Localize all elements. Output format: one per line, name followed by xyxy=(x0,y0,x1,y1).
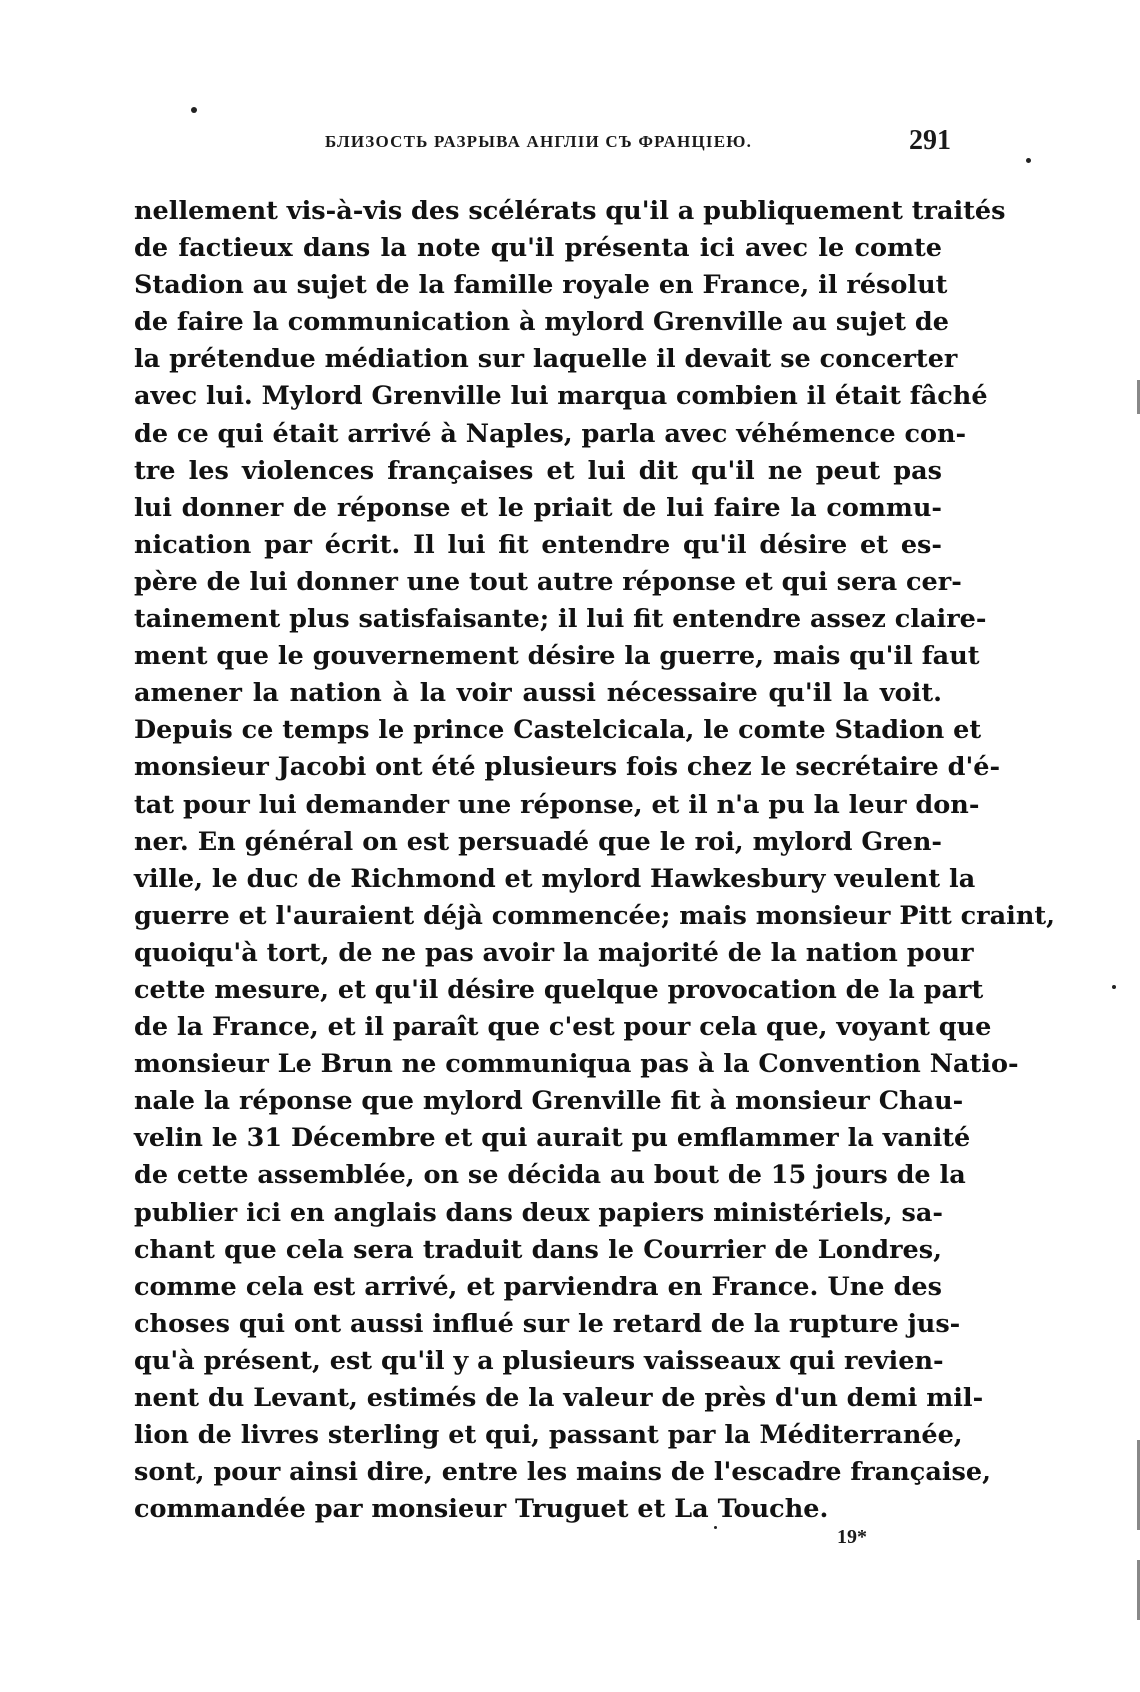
text-line: tainement plus satisfaisante; il lui fit entendre assez claire- xyxy=(134,604,987,635)
text-line: de cette assemblée, on se décida au bout de 15 jours de la xyxy=(134,1160,966,1191)
text-line: de faire la communication à mylord Grenville au sujet de xyxy=(134,307,949,338)
body-text xyxy=(134,193,1056,1528)
text-line: choses qui ont aussi influé sur le retard de la rupture jus- xyxy=(134,1308,961,1339)
printer-signature-mark: 19* xyxy=(837,1526,867,1548)
text-line: de la France, et il paraît que c'est pour cela que, voyant que xyxy=(134,1012,992,1043)
text-line: de ce qui était arrivé à Naples, parla avec véhémence con- xyxy=(134,418,967,449)
text-line: nale la réponse que mylord Grenville fit à monsieur Chau- xyxy=(134,1086,964,1117)
running-head: БЛИЗОСТЬ РАЗРЫВА АНГЛІИ СЪ ФРАНЦІЕЮ. xyxy=(325,132,753,151)
ink-speck xyxy=(191,107,197,113)
text-line: velin le 31 Décembre et qui aurait pu emflammer la vanité xyxy=(134,1123,971,1154)
text-line: lui donner de réponse et le priait de lui faire la commu- xyxy=(134,492,942,523)
text-line: ville, le duc de Richmond et mylord Hawkesbury veulent la xyxy=(134,863,976,894)
ink-speck xyxy=(1026,158,1031,163)
text-line: la prétendue médiation sur laquelle il devait se concerter xyxy=(134,344,958,375)
text-line: Depuis ce temps le prince Castelcicala, le comte Stadion et xyxy=(134,715,982,746)
page-number: 291 xyxy=(909,125,951,156)
text-line: comme cela est arrivé, et parviendra en France. Une des xyxy=(134,1271,942,1302)
text-line: père de lui donner une tout autre réponse et qui sera cer- xyxy=(134,566,962,597)
text-line: tat pour lui demander une réponse, et il n'a pu la leur don- xyxy=(134,789,980,820)
text-line: monsieur Le Brun ne communiqua pas à la Convention Natio- xyxy=(134,1049,1019,1080)
text-line: qu'à présent, est qu'il y a plusieurs vaisseaux qui revien- xyxy=(134,1345,944,1376)
text-line: nent du Levant, estimés de la valeur de près d'un demi mil- xyxy=(134,1383,984,1413)
text-line: nellement vis-à-vis des scélérats qu'il a publiquement traités xyxy=(134,196,1006,226)
text-line: monsieur Jacobi ont été plusieurs fois chez le secrétaire d'é- xyxy=(134,752,1001,783)
text-line: cette mesure, et qu'il désire quelque provocation de la part xyxy=(134,974,984,1005)
text-line: amener la nation à la voir aussi nécessaire qu'il la voit. xyxy=(134,678,942,709)
text-line: guerre et l'auraient déjà commencée; mais monsieur Pitt craint, xyxy=(134,900,1056,931)
text-line: tre les violences françaises et lui dit qu'il ne peut pas xyxy=(134,455,942,486)
text-line: quoiqu'à tort, de ne pas avoir la majorité de la nation pour xyxy=(134,937,974,968)
text-line: lion de livres sterling et qui, passant par la Méditerranée, xyxy=(134,1420,963,1451)
text-line: commandée par monsieur Truguet et La Touche. xyxy=(134,1494,829,1525)
text-line: ner. En général on est persuadé que le roi, mylord Gren- xyxy=(134,826,942,857)
text-line: ment que le gouvernement désire la guerre, mais qu'il faut xyxy=(134,641,980,672)
text-line: nication par écrit. Il lui fit entendre qu'il désire et es- xyxy=(134,529,942,560)
text-line: sont, pour ainsi dire, entre les mains de l'escadre française, xyxy=(134,1457,992,1488)
text-line: de factieux dans la note qu'il présenta ici avec le comte xyxy=(134,233,942,264)
text-line: chant que cela sera traduit dans le Courrier de Londres, xyxy=(134,1234,942,1265)
text-line: Stadion au sujet de la famille royale en France, il résolut xyxy=(134,270,948,301)
ink-speck xyxy=(1112,985,1116,989)
text-line: avec lui. Mylord Grenville lui marqua combien il était fâché xyxy=(134,381,988,412)
text-line: publier ici en anglais dans deux papiers ministériels, sa- xyxy=(134,1197,943,1228)
